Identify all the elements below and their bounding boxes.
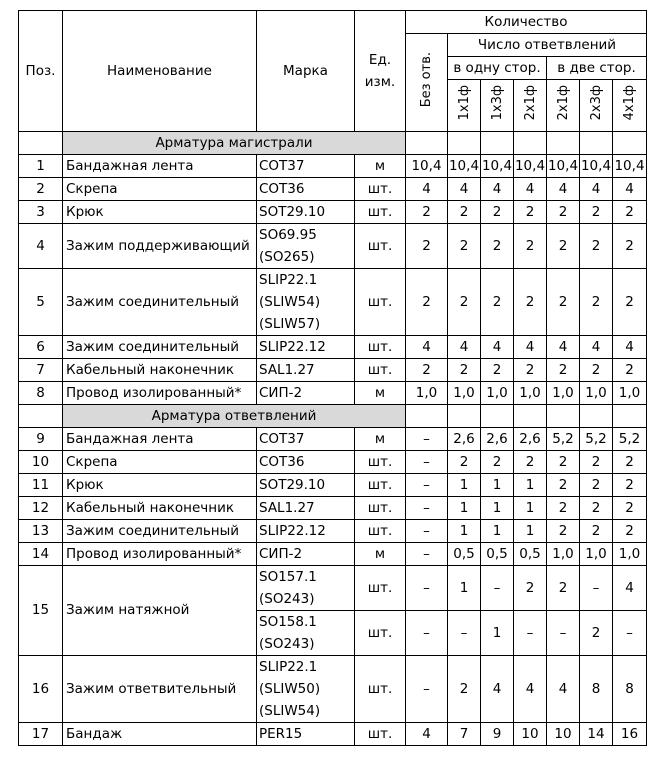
qty-cell: 10,4 [547,155,580,178]
header-col-5 [580,80,613,132]
mark-cell [257,382,355,405]
section-qty-cell [481,132,514,155]
section-qty-cell [613,132,647,155]
name-cell: Провод изолированный* [63,543,257,566]
qty-cell: 4 [580,336,613,359]
table-row [19,224,647,269]
mark-line: COT36 [259,454,305,470]
qty-cell: 10,4 [580,155,613,178]
qty-cell: 2,6 [481,428,514,451]
qty-cell: – [406,497,448,520]
pos-cell: 17 [19,723,63,746]
qty-cell: 9 [481,723,514,746]
unit-cell: шт. [355,566,406,611]
name-cell: Зажим соединительный [63,520,257,543]
qty-cell: 2 [406,224,448,269]
unit-cell: шт. [355,201,406,224]
table-row [19,451,647,474]
mark-line: СИП-2 [259,385,303,401]
qty-cell: 10,4 [481,155,514,178]
pos-cell: 3 [19,201,63,224]
mark-line: SOT29.10 [259,477,326,493]
mark-line: (SLIW54) [259,294,321,310]
qty-cell: 1,0 [547,382,580,405]
mark-line: COT36 [259,181,305,197]
section-qty-cell [547,132,580,155]
header-col-4 [547,80,580,132]
qty-cell: 5,2 [547,428,580,451]
qty-cell: 4 [580,178,613,201]
mark-line: SOT29.10 [259,204,326,220]
mark-line: SAL1.27 [259,362,315,378]
name-cell: Кабельный наконечник [63,497,257,520]
section-qty-cell [406,132,448,155]
header-branch-count: Число ответвлений [448,34,647,57]
pos-cell: 1 [19,155,63,178]
section-row [19,132,647,155]
section-qty-cell [448,132,481,155]
unit-cell: шт. [355,224,406,269]
pos-cell: 4 [19,224,63,269]
table-row [19,543,647,566]
table-row [19,520,647,543]
qty-cell: 2 [580,474,613,497]
mark-cell [257,336,355,359]
section-qty-cell [580,405,613,428]
qty-cell: 10,4 [448,155,481,178]
pos-cell: 8 [19,382,63,405]
qty-cell: – [514,611,547,656]
mark-cell [257,520,355,543]
qty-cell: 4 [481,336,514,359]
qty-cell: – [613,611,647,656]
mark-cell [257,224,355,269]
qty-cell: 2 [448,359,481,382]
unit-cell: шт. [355,474,406,497]
unit-cell: м [355,382,406,405]
pos-cell: 15 [19,566,63,656]
name-cell: Скрепа [63,178,257,201]
qty-cell: 2 [613,224,647,269]
mark-cell [257,359,355,382]
qty-cell: 4 [613,336,647,359]
unit-cell: шт. [355,178,406,201]
mark-line: SLIP22.1 [259,659,318,675]
qty-cell: 14 [580,723,613,746]
table-row [19,566,647,611]
qty-cell: 2 [406,359,448,382]
qty-cell: 10,4 [406,155,448,178]
name-cell: Бандажная лента [63,155,257,178]
mark-cell [257,543,355,566]
qty-cell: 1 [481,497,514,520]
qty-cell: 2 [547,497,580,520]
qty-cell: 10 [547,723,580,746]
qty-cell: 2 [580,269,613,336]
section-title: Арматура магистрали [63,132,406,155]
table-row [19,336,647,359]
unit-cell: шт. [355,723,406,746]
qty-cell: 1,0 [613,543,647,566]
qty-cell: 1 [448,497,481,520]
qty-cell: 1 [481,611,514,656]
qty-cell: 2 [514,566,547,611]
mark-cell [257,428,355,451]
pos-cell: 2 [19,178,63,201]
header-col-3-label: 2x1ф [522,85,538,121]
name-cell: Бандажная лента [63,428,257,451]
qty-cell: 1 [448,566,481,611]
qty-cell: – [406,566,448,611]
qty-cell: 2 [580,611,613,656]
qty-cell: 2 [547,359,580,382]
qty-cell: 2 [613,201,647,224]
name-cell: Зажим ответвительный [63,656,257,723]
qty-cell: 4 [514,336,547,359]
header-name: Наименование [63,11,257,132]
qty-cell: 2 [580,224,613,269]
header-no-branch-label: Без отв. [419,52,434,108]
pos-cell: 14 [19,543,63,566]
mark-cell [257,269,355,336]
specification-table [18,10,647,746]
mark-cell [257,566,355,611]
mark-line: (SLIW54) [259,703,321,719]
pos-cell: 5 [19,269,63,336]
mark-line: SAL1.27 [259,500,315,516]
header-quantity: Количество [406,11,647,34]
qty-cell: – [406,428,448,451]
unit-cell: шт. [355,269,406,336]
header-no-branch [406,34,448,132]
qty-cell: 2 [613,269,647,336]
qty-cell: 4 [547,336,580,359]
table-row [19,359,647,382]
qty-cell: – [481,566,514,611]
qty-cell: 2 [448,451,481,474]
pos-cell: 9 [19,428,63,451]
qty-cell: 2 [481,224,514,269]
pos-cell: 12 [19,497,63,520]
qty-cell: – [406,656,448,723]
qty-cell: 0,5 [481,543,514,566]
pos-cell: 10 [19,451,63,474]
header-col-6 [613,80,647,132]
qty-cell: 2 [613,497,647,520]
unit-cell: шт. [355,520,406,543]
qty-cell: 2 [580,451,613,474]
qty-cell: 4 [613,178,647,201]
qty-cell: 1,0 [406,382,448,405]
qty-cell: 2 [448,269,481,336]
mark-line: СИП-2 [259,546,303,562]
mark-line: (SO265) [259,249,315,265]
table-row [19,269,647,336]
qty-cell: 2 [481,269,514,336]
pos-cell: 11 [19,474,63,497]
qty-cell: – [406,543,448,566]
qty-cell: 1 [448,520,481,543]
unit-cell: шт. [355,611,406,656]
qty-cell: 7 [448,723,481,746]
section-qty-cell [514,405,547,428]
unit-cell: м [355,543,406,566]
qty-cell: 2 [580,520,613,543]
header-col-2-label: 1x3ф [489,85,505,121]
qty-cell: 10,4 [514,155,547,178]
qty-cell: 1 [514,520,547,543]
header-unit [355,11,406,132]
qty-cell: 4 [514,178,547,201]
qty-cell: 4 [481,656,514,723]
qty-cell: 1,0 [448,382,481,405]
qty-cell: 2,6 [514,428,547,451]
table-row [19,474,647,497]
mark-line: SLIP22.12 [259,339,326,355]
qty-cell: 4 [448,336,481,359]
qty-cell: – [580,566,613,611]
qty-cell: 2 [580,201,613,224]
qty-cell: 4 [406,178,448,201]
table-row [19,178,647,201]
mark-line: PER15 [259,726,303,742]
mark-line: (SO243) [259,636,315,652]
pos-cell: 6 [19,336,63,359]
qty-cell: – [406,611,448,656]
mark-line: COT37 [259,431,305,447]
qty-cell: 16 [613,723,647,746]
qty-cell: 4 [514,656,547,723]
qty-cell: 1,0 [481,382,514,405]
header-mark: Марка [257,11,355,132]
qty-cell: 5,2 [613,428,647,451]
mark-cell [257,611,355,656]
unit-cell: шт. [355,451,406,474]
qty-cell: 2 [547,566,580,611]
qty-cell: 1,0 [514,382,547,405]
qty-cell: 1 [514,474,547,497]
table-row [19,201,647,224]
name-cell: Кабельный наконечник [63,359,257,382]
pos-cell: 7 [19,359,63,382]
mark-line: SO69.95 [259,227,317,243]
qty-cell: 2 [514,224,547,269]
header-one-side: в одну стор. [448,57,547,80]
mark-cell [257,497,355,520]
qty-cell: 2 [448,656,481,723]
mark-line: (SLIW57) [259,316,321,332]
qty-cell: 4 [406,336,448,359]
header-unit-label: Ед. изм. [364,52,396,90]
name-cell: Зажим соединительный [63,269,257,336]
mark-cell [257,178,355,201]
unit-cell: шт. [355,656,406,723]
qty-cell: 2 [580,497,613,520]
qty-cell: 2 [514,451,547,474]
header-two-sides: в две стор. [547,57,647,80]
mark-line: COT37 [259,158,305,174]
table-row [19,723,647,746]
qty-cell: – [406,474,448,497]
header-col-4-label: 2x1ф [555,85,571,121]
header-col-5-label: 2x3ф [588,85,604,121]
name-cell: Зажим поддерживающий [63,224,257,269]
name-cell: Крюк [63,474,257,497]
name-cell: Крюк [63,201,257,224]
unit-cell: шт. [355,336,406,359]
qty-cell: 2 [547,451,580,474]
qty-cell: 0,5 [514,543,547,566]
unit-cell: м [355,155,406,178]
table-body [19,132,647,746]
qty-cell: – [547,611,580,656]
qty-cell: 0,5 [448,543,481,566]
qty-cell: 8 [580,656,613,723]
qty-cell: 10,4 [613,155,647,178]
qty-cell: 2 [514,201,547,224]
mark-cell [257,474,355,497]
mark-line: SO157.1 [259,569,317,585]
qty-cell: – [406,451,448,474]
section-qty-cell [481,405,514,428]
qty-cell: 2 [514,269,547,336]
header-col-1-label: 1x1ф [456,85,472,121]
qty-cell: 1 [481,520,514,543]
qty-cell: 2 [613,359,647,382]
qty-cell: 4 [547,656,580,723]
mark-line: (SO243) [259,591,315,607]
qty-cell: – [406,520,448,543]
mark-cell [257,201,355,224]
qty-cell: 2 [547,269,580,336]
qty-cell: 2 [547,474,580,497]
qty-cell: 2 [547,224,580,269]
section-qty-cell [547,405,580,428]
name-cell: Скрепа [63,451,257,474]
qty-cell: 1 [514,497,547,520]
header-col-3 [514,80,547,132]
header-col-6-label: 4x1ф [622,85,637,121]
mark-cell [257,656,355,723]
qty-cell: 1 [448,474,481,497]
qty-cell: 1 [481,474,514,497]
qty-cell: 2 [547,201,580,224]
qty-cell: – [448,611,481,656]
qty-cell: 2 [481,359,514,382]
mark-cell [257,155,355,178]
header-col-1 [448,80,481,132]
section-row [19,405,647,428]
qty-cell: 2 [514,359,547,382]
name-cell: Зажим соединительный [63,336,257,359]
section-pos-cell [19,132,63,155]
qty-cell: 4 [406,723,448,746]
name-cell: Бандаж [63,723,257,746]
qty-cell: 8 [613,656,647,723]
name-cell: Зажим натяжной [63,566,257,656]
name-cell: Провод изолированный* [63,382,257,405]
section-title: Арматура ответвлений [63,405,406,428]
unit-cell: шт. [355,497,406,520]
qty-cell: 2 [406,201,448,224]
qty-cell: 1,0 [580,382,613,405]
mark-line: SLIP22.1 [259,272,318,288]
mark-cell [257,723,355,746]
qty-cell: 2 [547,520,580,543]
qty-cell: 2 [613,451,647,474]
qty-cell: 2 [406,269,448,336]
section-qty-cell [514,132,547,155]
mark-line: (SLIW50) [259,681,321,697]
qty-cell: 2 [448,201,481,224]
qty-cell: 1,0 [613,382,647,405]
qty-cell: 4 [448,178,481,201]
unit-cell: шт. [355,359,406,382]
qty-cell: 1,0 [547,543,580,566]
table-row [19,656,647,723]
pos-cell: 16 [19,656,63,723]
qty-cell: 5,2 [580,428,613,451]
qty-cell: 1,0 [580,543,613,566]
qty-cell: 2 [448,224,481,269]
qty-cell: 4 [547,178,580,201]
unit-cell: м [355,428,406,451]
table-row [19,497,647,520]
section-qty-cell [448,405,481,428]
qty-cell: 2,6 [448,428,481,451]
table-row [19,382,647,405]
qty-cell: 4 [481,178,514,201]
qty-cell: 10 [514,723,547,746]
section-qty-cell [613,405,647,428]
header-pos: Поз. [19,11,63,132]
qty-cell: 2 [481,201,514,224]
table-row [19,428,647,451]
qty-cell: 4 [613,566,647,611]
table-row [19,155,647,178]
qty-cell: 2 [580,359,613,382]
mark-line: SO158.1 [259,614,317,630]
qty-cell: 2 [613,474,647,497]
specification-sheet [18,10,647,746]
qty-cell: 2 [481,451,514,474]
mark-cell [257,451,355,474]
section-pos-cell [19,405,63,428]
header-col-2 [481,80,514,132]
qty-cell: 2 [613,520,647,543]
section-qty-cell [406,405,448,428]
section-qty-cell [580,132,613,155]
pos-cell: 13 [19,520,63,543]
mark-line: SLIP22.12 [259,523,326,539]
